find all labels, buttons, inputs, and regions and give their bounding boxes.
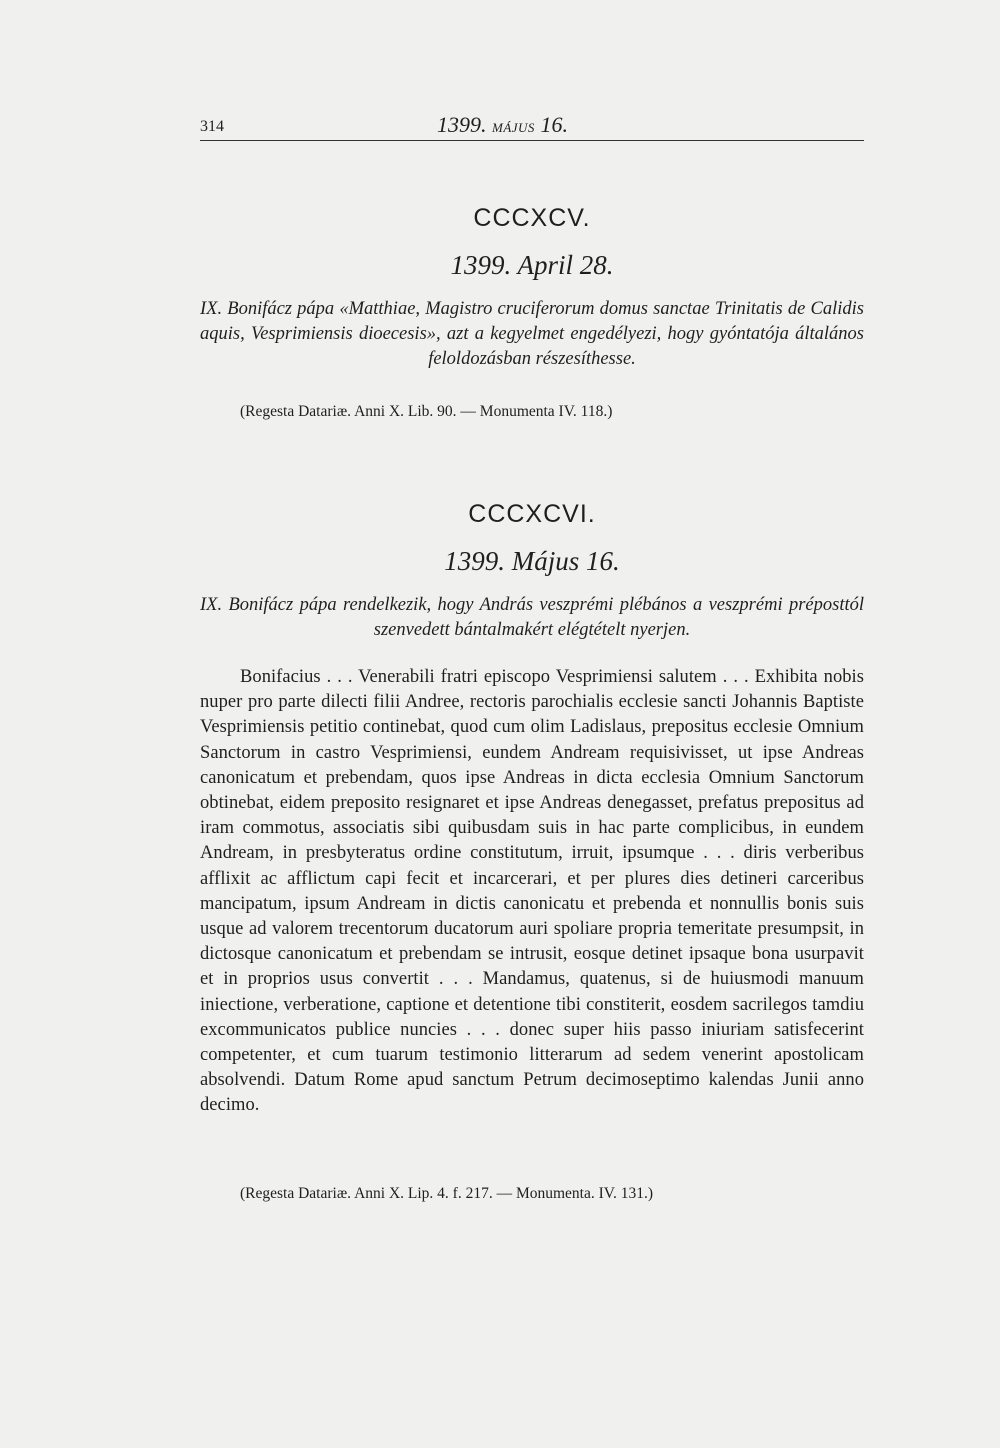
- body-paragraph: Bonifacius . . . Venerabili fratri episcopo Vesprimiensi salutem . . . Exhibita nobis nuper pro parte dilecti filii Andree, rectoris parochialis ecclesie sancti Johannis Baptiste Vesprimiensis petitio continebat, quod cum olim Ladislaus, prepositus ecclesie Omnium Sanctorum in castro Vesprimiensi, eundem Andream requisivisset, ut ipse Andreas canonicatum et prebendam, quos ipse Andreas in dicta ecclesia Omnium Sanctorum obtinebat, eidem preposito resignaret et ipse Andreas denegasset, prefatus prepositus ad iram commotus, associatis sibi quibusdam suis in hac parte complicibus, in eundem Andream, in presbyteratus ordine constitutum, irruit, ipsumque . . . diris verberibus afflixit ac afflictum capi fecit et incarcerari, et per plures dies detineri carceribus mancipatum, ipsum Andream in dictis canonicatu et prebenda et nonnullis bonis suis usque ad valorem trecentorum ducatorum auri spoliare propria temeritate presumpsit, in dictosque canonicatum et prebendam se intrusit, eosque detinet ipsaque bona usurpavit et in proprios usus convertit . . . Mandamus, quatenus, si de huiusmodi manuum iniectione, verberatione, captione et detentione tibi constiterit, eosdem sacrilegos tamdiu excommunicatos publice nuncies . . . donec super hiis passo iniuriam satisfecerint competenter, et cum tuarum testimonio litterarum ad sedem venerint apostolicam absolvendi. Datum Rome apud sanctum Petrum decimoseptimo kalendas Junii anno decimo.: [200, 667, 864, 1116]
- running-title-year: 1399.: [437, 112, 487, 137]
- entry-body: [200, 665, 864, 1119]
- entry-date: 1399. Május 16.: [444, 546, 620, 576]
- running-header: [200, 112, 864, 141]
- entry-source: (Regesta Datariæ. Anni X. Lib. 90. — Monumenta IV. 118.): [240, 403, 613, 420]
- entry-numeral: CCCXCV.: [473, 204, 591, 232]
- entry-source: (Regesta Datariæ. Anni X. Lip. 4. f. 217. — Monumenta. IV. 131.): [240, 1185, 653, 1202]
- entry-summary: IX. Bonifácz pápa «Matthiae, Magistro cruciferorum domus sanctae Trinitatis de Calidis aquis, Vesprimiensis dioecesis», azt a kegyelmet engedélyezi, hogy gyóntatója általános feloldozásban részesíthesse.: [200, 299, 864, 369]
- entry-summary: IX. Bonifácz pápa rendelkezik, hogy András veszprémi plébános a veszprémi préposttól szenvedett bántalmakért elégtételt nyerjen.: [200, 595, 864, 640]
- entry-numeral: CCCXCVI.: [468, 500, 596, 528]
- running-title: [437, 112, 568, 138]
- page-number: 314: [200, 118, 224, 135]
- running-title-month: MÁJUS: [492, 120, 535, 135]
- running-title-day: 16.: [540, 112, 568, 137]
- entry-date: 1399. April 28.: [450, 250, 614, 280]
